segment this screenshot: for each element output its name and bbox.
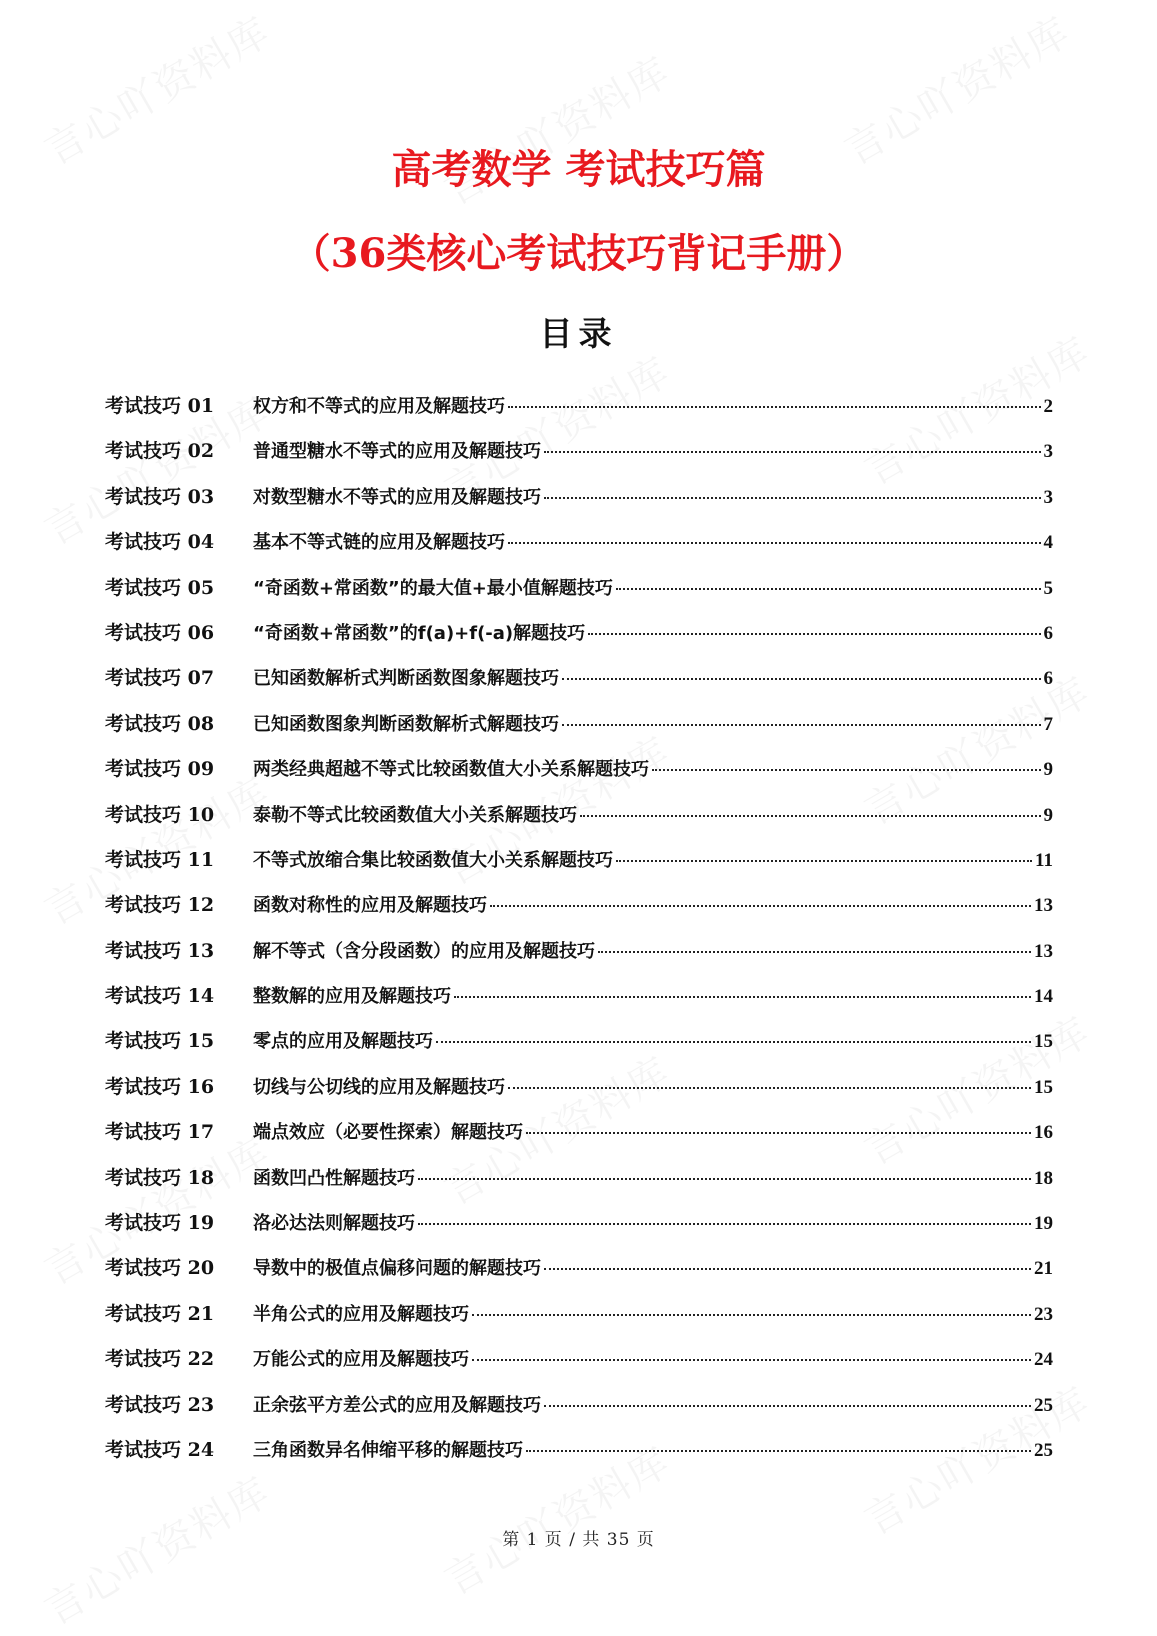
toc-entry[interactable] [105, 709, 1053, 754]
toc-entry-label: 考试技巧 19 [105, 1212, 215, 1235]
toc-entry[interactable] [105, 663, 1053, 708]
toc-entry[interactable] [105, 391, 1053, 436]
toc-entry-title: 正余弦平方差公式的应用及解题技巧 [253, 1394, 541, 1416]
toc-dot-leader [418, 1178, 1031, 1180]
toc-entry-page-number: 9 [1043, 804, 1053, 826]
toc-entry-label: 考试技巧 01 [105, 395, 215, 417]
toc-dot-leader [616, 860, 1032, 862]
toc-entry-page-number: 9 [1043, 759, 1053, 781]
toc-entry-label: 考试技巧 24 [105, 1438, 215, 1461]
toc-entry[interactable] [105, 573, 1053, 618]
toc-entry-page-number: 2 [1043, 396, 1053, 417]
toc-dot-leader [544, 497, 1041, 499]
toc-dot-leader [436, 1041, 1031, 1043]
toc-entry-title: 两类经典超越不等式比较函数值大小关系解题技巧 [253, 759, 649, 781]
toc-entry-label: 考试技巧 11 [105, 848, 215, 871]
toc-entry-page-number: 23 [1034, 1303, 1053, 1325]
toc-entry-page-number: 7 [1043, 713, 1053, 735]
toc-entry-page-number: 4 [1043, 532, 1053, 554]
toc-entry-title: 不等式放缩合集比较函数值大小关系解题技巧 [253, 849, 613, 871]
toc-entry-label: 考试技巧 07 [105, 667, 215, 690]
page-footer: 第 1 页 / 共 35 页 [502, 1530, 655, 1550]
toc-entry-page-number: 19 [1034, 1213, 1053, 1235]
toc-entry-page-number: 6 [1043, 668, 1053, 690]
toc-entry-label: 考试技巧 04 [105, 531, 215, 554]
toc-entry[interactable] [105, 981, 1053, 1026]
toc-entry-page-number: 21 [1034, 1258, 1053, 1280]
toc-entry-title: “奇函数+常函数”的最大值+最小值解题技巧 [253, 577, 613, 599]
toc-entry-title: 洛必达法则解题技巧 [253, 1213, 415, 1235]
toc-entry-page-number: 5 [1043, 577, 1053, 599]
toc-dot-leader [544, 1268, 1031, 1270]
toc-entry-page-number: 24 [1034, 1349, 1053, 1371]
toc-entry-page-number: 13 [1034, 940, 1053, 962]
toc-entry-label: 考试技巧 09 [105, 758, 215, 781]
toc-entry-page-number: 15 [1034, 1076, 1053, 1098]
toc-entry-page-number: 25 [1034, 1394, 1053, 1416]
toc-dot-leader [472, 1359, 1031, 1361]
toc-entry-label: 考试技巧 12 [105, 894, 215, 917]
toc-entry-label: 考试技巧 05 [105, 576, 215, 599]
toc-entry-label: 考试技巧 13 [105, 939, 215, 962]
toc-entry-label: 考试技巧 22 [105, 1348, 215, 1371]
toc-entry[interactable] [105, 890, 1053, 935]
toc-entry-title: 导数中的极值点偏移问题的解题技巧 [253, 1258, 541, 1280]
toc-entry-title: 已知函数图象判断函数解析式解题技巧 [253, 713, 559, 735]
toc-entry-label: 考试技巧 20 [105, 1257, 215, 1280]
toc-entry-label: 考试技巧 17 [105, 1121, 215, 1144]
toc-entry-title: 泰勒不等式比较函数值大小关系解题技巧 [253, 804, 577, 826]
toc-entry[interactable] [105, 1253, 1053, 1298]
toc-dot-leader [580, 815, 1041, 817]
toc-entry-label: 考试技巧 08 [105, 712, 215, 735]
toc-entry-page-number: 13 [1034, 895, 1053, 917]
toc-entry-label: 考试技巧 16 [105, 1075, 215, 1098]
toc-entry-page-number: 3 [1043, 441, 1053, 463]
toc-entry[interactable] [105, 1117, 1053, 1162]
toc-entry[interactable] [105, 845, 1053, 890]
toc-entry-title: 切线与公切线的应用及解题技巧 [253, 1076, 505, 1098]
toc-entry-title: 整数解的应用及解题技巧 [253, 986, 451, 1008]
document-title: 高考数学 考试技巧篇 [391, 146, 766, 193]
toc-entry-title: 端点效应（必要性探索）解题技巧 [253, 1122, 523, 1144]
toc-entry-title: 零点的应用及解题技巧 [253, 1031, 433, 1053]
toc-entry-page-number: 18 [1034, 1167, 1053, 1189]
toc-dot-leader [544, 1405, 1031, 1407]
toc-entry[interactable] [105, 1163, 1053, 1208]
toc-entry-page-number: 16 [1034, 1122, 1053, 1144]
toc-entry-page-number: 15 [1034, 1031, 1053, 1053]
toc-entry-page-number: 14 [1034, 986, 1053, 1008]
toc-dot-leader [544, 451, 1041, 453]
toc-dot-leader [526, 1450, 1031, 1452]
toc-dot-leader [418, 1223, 1031, 1225]
toc-entry-page-number: 11 [1035, 849, 1053, 871]
toc-entry-page-number: 6 [1043, 622, 1053, 644]
toc-dot-leader [616, 588, 1041, 590]
toc-dot-leader [562, 678, 1041, 680]
toc-dot-leader [472, 1314, 1031, 1316]
toc-entry-title: 函数凹凸性解题技巧 [253, 1167, 415, 1189]
toc-entry-title: 半角公式的应用及解题技巧 [253, 1303, 469, 1325]
toc-entry[interactable] [105, 482, 1053, 527]
toc-entry[interactable] [105, 618, 1053, 663]
toc-entry-title: 万能公式的应用及解题技巧 [253, 1349, 469, 1371]
toc-dot-leader [652, 769, 1041, 771]
toc-dot-leader [508, 542, 1041, 544]
toc-dot-leader [588, 633, 1040, 635]
toc-entry-title: 基本不等式链的应用及解题技巧 [253, 532, 505, 554]
toc-entry[interactable] [105, 800, 1053, 845]
toc-entry-title: 三角函数异名伸缩平移的解题技巧 [253, 1439, 523, 1461]
toc-entry[interactable] [105, 527, 1053, 572]
toc-entry[interactable] [105, 1026, 1053, 1071]
toc-entry-label: 考试技巧 14 [105, 985, 215, 1008]
toc-entry-title: 解不等式（含分段函数）的应用及解题技巧 [253, 940, 595, 962]
toc-entry[interactable] [105, 1435, 1053, 1480]
toc-entry-page-number: 3 [1043, 486, 1053, 508]
toc-entry[interactable] [105, 1072, 1053, 1117]
toc-dot-leader [454, 996, 1031, 998]
toc-entry-title: 函数对称性的应用及解题技巧 [253, 895, 487, 917]
toc-entry-title: 普通型糖水不等式的应用及解题技巧 [253, 441, 541, 463]
toc-entry-label: 考试技巧 03 [105, 485, 215, 508]
document-subtitle: （36类核心考试技巧背记手册） [290, 230, 867, 277]
toc-entry-label: 考试技巧 23 [105, 1393, 215, 1416]
toc-entry-title: 权方和不等式的应用及解题技巧 [253, 396, 505, 417]
toc-entry[interactable] [105, 1344, 1053, 1389]
toc-entry-title: “奇函数+常函数”的f(a)+f(-a)解题技巧 [253, 622, 586, 644]
toc-entry[interactable] [105, 936, 1053, 981]
toc-entry-label: 考试技巧 02 [105, 440, 215, 463]
toc-entry-label: 考试技巧 15 [105, 1030, 215, 1053]
toc-heading: 目录 [539, 314, 618, 353]
toc-entry-page-number: 25 [1034, 1439, 1053, 1461]
toc-dot-leader [508, 1087, 1031, 1089]
toc-entry[interactable] [105, 1208, 1053, 1253]
toc-entry-label: 考试技巧 10 [105, 803, 215, 826]
toc-entry-title: 已知函数解析式判断函数图象解题技巧 [253, 668, 559, 690]
toc-dot-leader [562, 724, 1041, 726]
toc-entry[interactable] [105, 754, 1053, 799]
toc-dot-leader [598, 951, 1031, 953]
toc-dot-leader [508, 406, 1041, 408]
toc-dot-leader [490, 905, 1031, 907]
toc-entry-label: 考试技巧 06 [105, 621, 215, 644]
toc-entry-title: 对数型糖水不等式的应用及解题技巧 [253, 486, 541, 508]
toc-entry-label: 考试技巧 18 [105, 1166, 215, 1189]
toc-entry[interactable] [105, 436, 1053, 481]
toc-dot-leader [526, 1132, 1031, 1134]
table-of-contents [105, 391, 1053, 1480]
toc-entry-label: 考试技巧 21 [105, 1302, 215, 1325]
toc-entry[interactable] [105, 1299, 1053, 1344]
toc-entry[interactable] [105, 1390, 1053, 1435]
